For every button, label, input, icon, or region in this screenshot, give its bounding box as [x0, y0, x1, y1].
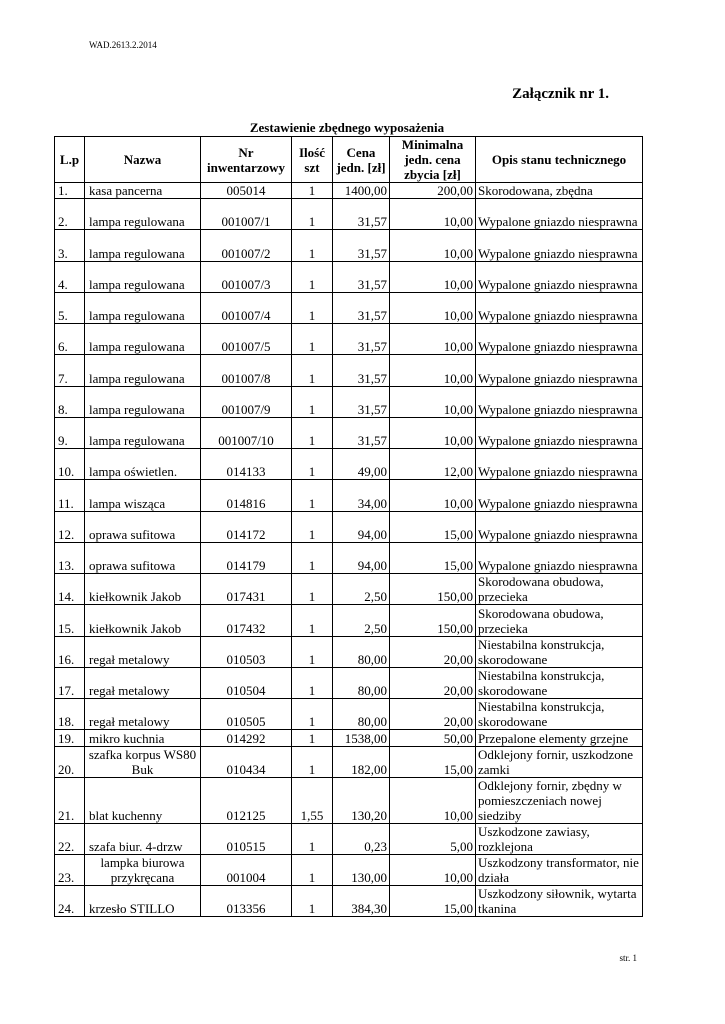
table-row: [55, 355, 643, 386]
row-number: 20.: [55, 747, 85, 778]
row-name: lampa regulowana: [85, 230, 201, 261]
row-unit-price: 2,50: [333, 605, 390, 636]
row-name: regał metalowy: [85, 636, 201, 667]
row-quantity: 1: [292, 355, 333, 386]
row-quantity: 1,55: [292, 778, 333, 824]
row-inventory-number: 010505: [201, 699, 292, 730]
row-quantity: 1: [292, 261, 333, 292]
row-min-sale-price: 10,00: [390, 778, 476, 824]
row-quantity: 1: [292, 183, 333, 199]
table-row: [55, 449, 643, 480]
row-unit-price: 130,20: [333, 778, 390, 824]
row-number: 9.: [55, 417, 85, 448]
row-name: lampa regulowana: [85, 292, 201, 323]
row-quantity: 1: [292, 230, 333, 261]
row-inventory-number: 014816: [201, 480, 292, 511]
row-unit-price: 31,57: [333, 324, 390, 355]
row-condition: Wypalone gniazdo niesprawna: [476, 417, 643, 448]
row-name: oprawa sufitowa: [85, 542, 201, 573]
table-row: [55, 261, 643, 292]
row-min-sale-price: 10,00: [390, 355, 476, 386]
row-unit-price: 182,00: [333, 747, 390, 778]
row-min-sale-price: 10,00: [390, 480, 476, 511]
row-name: regał metalowy: [85, 667, 201, 698]
table-row: [55, 574, 643, 605]
table-row: [55, 183, 643, 199]
row-min-sale-price: 10,00: [390, 261, 476, 292]
row-number: 24.: [55, 886, 85, 917]
row-name: szafa biur. 4-drzw: [85, 824, 201, 855]
row-min-sale-price: 10,00: [390, 417, 476, 448]
row-inventory-number: 010504: [201, 667, 292, 698]
row-unit-price: 31,57: [333, 292, 390, 323]
table-row: [55, 778, 643, 824]
row-inventory-number: 001007/1: [201, 199, 292, 230]
row-min-sale-price: 20,00: [390, 667, 476, 698]
row-name: lampa regulowana: [85, 324, 201, 355]
row-min-sale-price: 150,00: [390, 574, 476, 605]
row-min-sale-price: 20,00: [390, 636, 476, 667]
row-inventory-number: 001004: [201, 855, 292, 886]
row-number: 22.: [55, 824, 85, 855]
row-min-sale-price: 12,00: [390, 449, 476, 480]
row-inventory-number: 017432: [201, 605, 292, 636]
col-header-unit-price: Cena jedn. [zł]: [333, 137, 390, 183]
row-name: blat kuchenny: [85, 778, 201, 824]
row-min-sale-price: 10,00: [390, 292, 476, 323]
row-unit-price: 2,50: [333, 574, 390, 605]
row-min-sale-price: 20,00: [390, 699, 476, 730]
table-row: [55, 542, 643, 573]
row-name: oprawa sufitowa: [85, 511, 201, 542]
row-condition: Skorodowana obudowa, przecieka: [476, 574, 643, 605]
row-quantity: 1: [292, 511, 333, 542]
row-inventory-number: 014133: [201, 449, 292, 480]
row-number: 6.: [55, 324, 85, 355]
row-number: 11.: [55, 480, 85, 511]
row-unit-price: 31,57: [333, 230, 390, 261]
row-condition: Wypalone gniazdo niesprawna: [476, 324, 643, 355]
table-row: [55, 824, 643, 855]
row-quantity: 1: [292, 747, 333, 778]
row-condition: Wypalone gniazdo niesprawna: [476, 480, 643, 511]
row-condition: Wypalone gniazdo niesprawna: [476, 542, 643, 573]
row-quantity: 1: [292, 199, 333, 230]
row-unit-price: 1400,00: [333, 183, 390, 199]
row-inventory-number: 005014: [201, 183, 292, 199]
table-title: Zestawienie zbędnego wyposażenia: [249, 120, 445, 135]
row-min-sale-price: 10,00: [390, 386, 476, 417]
row-quantity: 1: [292, 386, 333, 417]
row-inventory-number: 014172: [201, 511, 292, 542]
col-header-min-sale-price: Minimalna jedn. cena zbycia [zł]: [390, 137, 476, 183]
row-name: lampa regulowana: [85, 261, 201, 292]
row-unit-price: 80,00: [333, 699, 390, 730]
row-condition: Uszkodzone zawiasy, rozklejona: [476, 824, 643, 855]
row-name: lampa wisząca: [85, 480, 201, 511]
row-quantity: 1: [292, 417, 333, 448]
row-condition: Wypalone gniazdo niesprawna: [476, 355, 643, 386]
row-condition: Skorodowana, zbędna: [476, 183, 643, 199]
row-inventory-number: 014179: [201, 542, 292, 573]
equipment-table: [54, 136, 643, 917]
table-row: [55, 636, 643, 667]
row-condition: Niestabilna konstrukcja, skorodowane: [476, 667, 643, 698]
col-header-inventory-number: Nr inwentarzowy: [201, 137, 292, 183]
table-row: [55, 386, 643, 417]
table-row: [55, 324, 643, 355]
row-unit-price: 1538,00: [333, 730, 390, 747]
row-name: lampka biurowa przykręcana: [85, 855, 201, 886]
row-min-sale-price: 15,00: [390, 511, 476, 542]
row-number: 16.: [55, 636, 85, 667]
row-inventory-number: 001007/5: [201, 324, 292, 355]
row-unit-price: 31,57: [333, 355, 390, 386]
row-unit-price: 31,57: [333, 417, 390, 448]
row-number: 8.: [55, 386, 85, 417]
row-inventory-number: 001007/4: [201, 292, 292, 323]
row-unit-price: 94,00: [333, 542, 390, 573]
row-quantity: 1: [292, 699, 333, 730]
row-condition: Uszkodzony siłownik, wytarta tkanina: [476, 886, 643, 917]
row-number: 5.: [55, 292, 85, 323]
row-unit-price: 31,57: [333, 261, 390, 292]
row-unit-price: 130,00: [333, 855, 390, 886]
row-inventory-number: 014292: [201, 730, 292, 747]
row-condition: Wypalone gniazdo niesprawna: [476, 449, 643, 480]
row-condition: Niestabilna konstrukcja, skorodowane: [476, 699, 643, 730]
document-reference: WAD.2613.2.2014: [89, 40, 157, 50]
row-inventory-number: 013356: [201, 886, 292, 917]
row-number: 21.: [55, 778, 85, 824]
page-number: str. 1: [619, 953, 637, 963]
row-condition: Wypalone gniazdo niesprawna: [476, 292, 643, 323]
row-condition: Wypalone gniazdo niesprawna: [476, 386, 643, 417]
row-inventory-number: 010503: [201, 636, 292, 667]
row-unit-price: 49,00: [333, 449, 390, 480]
row-min-sale-price: 15,00: [390, 542, 476, 573]
row-quantity: 1: [292, 292, 333, 323]
row-quantity: 1: [292, 542, 333, 573]
table-row: [55, 605, 643, 636]
row-number: 23.: [55, 855, 85, 886]
row-min-sale-price: 10,00: [390, 324, 476, 355]
row-min-sale-price: 10,00: [390, 855, 476, 886]
row-number: 19.: [55, 730, 85, 747]
table-row: [55, 199, 643, 230]
table-row: [55, 855, 643, 886]
table-body: [55, 183, 643, 917]
row-condition: Odklejony fornir, zbędny w pomieszczeniach nowej siedziby: [476, 778, 643, 824]
row-quantity: 1: [292, 449, 333, 480]
row-condition: Wypalone gniazdo niesprawna: [476, 199, 643, 230]
row-quantity: 1: [292, 886, 333, 917]
row-min-sale-price: 200,00: [390, 183, 476, 199]
row-condition: Skorodowana obudowa, przecieka: [476, 605, 643, 636]
row-number: 7.: [55, 355, 85, 386]
row-unit-price: 94,00: [333, 511, 390, 542]
row-name: lampa regulowana: [85, 199, 201, 230]
row-min-sale-price: 15,00: [390, 886, 476, 917]
row-quantity: 1: [292, 574, 333, 605]
row-number: 3.: [55, 230, 85, 261]
row-quantity: 1: [292, 730, 333, 747]
row-quantity: 1: [292, 324, 333, 355]
table-row: [55, 292, 643, 323]
table-row: [55, 480, 643, 511]
row-unit-price: 34,00: [333, 480, 390, 511]
row-quantity: 1: [292, 667, 333, 698]
row-unit-price: 80,00: [333, 636, 390, 667]
col-header-lp: L.p: [55, 137, 85, 183]
row-number: 13.: [55, 542, 85, 573]
row-name: lampa regulowana: [85, 386, 201, 417]
annex-title: Załącznik nr 1.: [512, 86, 609, 102]
row-quantity: 1: [292, 636, 333, 667]
table-row: [55, 511, 643, 542]
table-row: [55, 699, 643, 730]
row-condition: Odklejony fornir, uszkodzone zamki: [476, 747, 643, 778]
row-number: 14.: [55, 574, 85, 605]
row-condition: Wypalone gniazdo niesprawna: [476, 511, 643, 542]
row-number: 12.: [55, 511, 85, 542]
row-min-sale-price: 15,00: [390, 747, 476, 778]
row-name: lampa oświetlen.: [85, 449, 201, 480]
row-name: mikro kuchnia: [85, 730, 201, 747]
row-min-sale-price: 10,00: [390, 199, 476, 230]
row-inventory-number: 010515: [201, 824, 292, 855]
row-inventory-number: 010434: [201, 747, 292, 778]
row-quantity: 1: [292, 824, 333, 855]
row-quantity: 1: [292, 480, 333, 511]
row-unit-price: 0,23: [333, 824, 390, 855]
row-inventory-number: 001007/2: [201, 230, 292, 261]
col-header-quantity: Ilość szt: [292, 137, 333, 183]
row-name: lampa regulowana: [85, 355, 201, 386]
row-number: 10.: [55, 449, 85, 480]
row-quantity: 1: [292, 605, 333, 636]
row-inventory-number: 001007/9: [201, 386, 292, 417]
row-min-sale-price: 150,00: [390, 605, 476, 636]
table-row: [55, 747, 643, 778]
table-row: [55, 417, 643, 448]
row-min-sale-price: 10,00: [390, 230, 476, 261]
row-condition: Przepalone elementy grzejne: [476, 730, 643, 747]
row-number: 15.: [55, 605, 85, 636]
col-header-condition: Opis stanu technicznego: [476, 137, 643, 183]
row-unit-price: 80,00: [333, 667, 390, 698]
row-name: krzesło STILLO: [85, 886, 201, 917]
table-row: [55, 667, 643, 698]
row-condition: Niestabilna konstrukcja, skorodowane: [476, 636, 643, 667]
table-header-row: [55, 137, 643, 183]
row-quantity: 1: [292, 855, 333, 886]
row-number: 18.: [55, 699, 85, 730]
row-name: szafka korpus WS80 Buk: [85, 747, 201, 778]
row-unit-price: 31,57: [333, 199, 390, 230]
col-header-name: Nazwa: [85, 137, 201, 183]
row-number: 4.: [55, 261, 85, 292]
row-condition: Wypalone gniazdo niesprawna: [476, 261, 643, 292]
row-name: kasa pancerna: [85, 183, 201, 199]
row-inventory-number: 001007/3: [201, 261, 292, 292]
row-inventory-number: 001007/8: [201, 355, 292, 386]
row-name: lampa regulowana: [85, 417, 201, 448]
row-condition: Wypalone gniazdo niesprawna: [476, 230, 643, 261]
table-row: [55, 730, 643, 747]
row-number: 1.: [55, 183, 85, 199]
row-inventory-number: 012125: [201, 778, 292, 824]
table-row: [55, 886, 643, 917]
row-number: 2.: [55, 199, 85, 230]
row-unit-price: 31,57: [333, 386, 390, 417]
table-row: [55, 230, 643, 261]
row-inventory-number: 001007/10: [201, 417, 292, 448]
row-inventory-number: 017431: [201, 574, 292, 605]
row-min-sale-price: 5,00: [390, 824, 476, 855]
row-name: kiełkownik Jakob: [85, 574, 201, 605]
row-name: kiełkownik Jakob: [85, 605, 201, 636]
row-condition: Uszkodzony transformator, nie działa: [476, 855, 643, 886]
row-number: 17.: [55, 667, 85, 698]
row-name: regał metalowy: [85, 699, 201, 730]
row-unit-price: 384,30: [333, 886, 390, 917]
row-min-sale-price: 50,00: [390, 730, 476, 747]
